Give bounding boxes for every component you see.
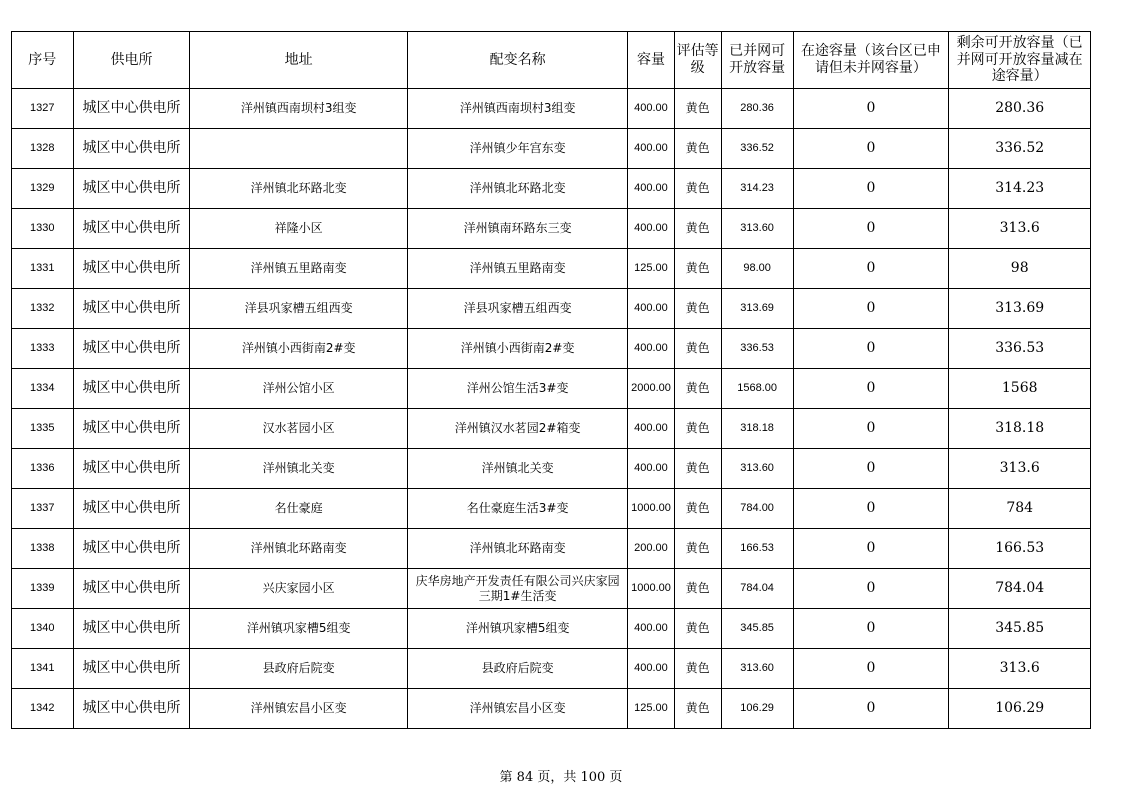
grade-cell: 黄色: [674, 209, 721, 249]
in-transit-cell: 0: [793, 169, 949, 209]
row-number: 1337: [12, 489, 74, 529]
grade-cell: 黄色: [674, 249, 721, 289]
table-row: [12, 329, 1091, 369]
connected-open-cell: 313.60: [721, 649, 793, 689]
remaining-cell: 336.53: [949, 329, 1091, 369]
connected-open-cell: 336.53: [721, 329, 793, 369]
station-cell: 城区中心供电所: [73, 689, 190, 729]
row-number: 1339: [12, 569, 74, 609]
table-row: [12, 209, 1091, 249]
remaining-cell: 98: [949, 249, 1091, 289]
address-cell: 洋县巩家槽五组西变: [190, 289, 407, 329]
station-cell: 城区中心供电所: [73, 369, 190, 409]
table-body: [12, 89, 1091, 729]
in-transit-cell: 0: [793, 249, 949, 289]
address-cell: 洋州镇北关变: [190, 449, 407, 489]
row-number: 1341: [12, 649, 74, 689]
address-cell: 洋州镇西南坝村3组变: [190, 89, 407, 129]
row-number: 1340: [12, 609, 74, 649]
address-cell: 名仕豪庭: [190, 489, 407, 529]
table-row: [12, 169, 1091, 209]
capacity-cell: 400.00: [628, 289, 674, 329]
address-cell: 洋州镇五里路南变: [190, 249, 407, 289]
header-address: 地址: [190, 32, 407, 89]
in-transit-cell: 0: [793, 609, 949, 649]
grade-cell: 黄色: [674, 489, 721, 529]
station-cell: 城区中心供电所: [73, 329, 190, 369]
connected-open-cell: 106.29: [721, 689, 793, 729]
table-row: [12, 649, 1091, 689]
connected-open-cell: 345.85: [721, 609, 793, 649]
connected-open-cell: 166.53: [721, 529, 793, 569]
remaining-cell: 313.6: [949, 449, 1091, 489]
transformer-name-cell: 洋州镇南环路东三变: [407, 209, 628, 249]
grade-cell: 黄色: [674, 529, 721, 569]
address-cell: 洋州镇北环路北变: [190, 169, 407, 209]
remaining-cell: 313.69: [949, 289, 1091, 329]
header-in-transit: 在途容量（该台区已申请但未并网容量）: [793, 32, 949, 89]
transformer-name-cell: 洋州镇巩家槽5组变: [407, 609, 628, 649]
grade-cell: 黄色: [674, 609, 721, 649]
remaining-cell: 345.85: [949, 609, 1091, 649]
station-cell: 城区中心供电所: [73, 489, 190, 529]
grade-cell: 黄色: [674, 169, 721, 209]
station-cell: 城区中心供电所: [73, 289, 190, 329]
capacity-cell: 400.00: [628, 129, 674, 169]
header-no: 序号: [12, 32, 74, 89]
transformer-name-cell: 洋州镇五里路南变: [407, 249, 628, 289]
remaining-cell: 1568: [949, 369, 1091, 409]
station-cell: 城区中心供电所: [73, 209, 190, 249]
in-transit-cell: 0: [793, 489, 949, 529]
row-number: 1328: [12, 129, 74, 169]
transformer-name-cell: 洋州镇小西街南2#变: [407, 329, 628, 369]
address-cell: 县政府后院变: [190, 649, 407, 689]
address-cell: 洋州镇小西街南2#变: [190, 329, 407, 369]
header-connected-open: 已并网可开放容量: [721, 32, 793, 89]
grade-cell: 黄色: [674, 289, 721, 329]
grade-cell: 黄色: [674, 129, 721, 169]
address-cell: 汉水茗园小区: [190, 409, 407, 449]
transformer-name-cell: 洋州镇少年宫东变: [407, 129, 628, 169]
address-cell: 洋州镇北环路南变: [190, 529, 407, 569]
transformer-name-cell: 洋州镇北环路北变: [407, 169, 628, 209]
remaining-cell: 166.53: [949, 529, 1091, 569]
capacity-cell: 200.00: [628, 529, 674, 569]
transformer-name-cell: 洋州镇宏昌小区变: [407, 689, 628, 729]
remaining-cell: 106.29: [949, 689, 1091, 729]
connected-open-cell: 313.60: [721, 209, 793, 249]
station-cell: 城区中心供电所: [73, 569, 190, 609]
row-number: 1338: [12, 529, 74, 569]
connected-open-cell: 313.69: [721, 289, 793, 329]
in-transit-cell: 0: [793, 449, 949, 489]
station-cell: 城区中心供电所: [73, 449, 190, 489]
remaining-cell: 280.36: [949, 89, 1091, 129]
transformer-name-cell: 洋州镇北关变: [407, 449, 628, 489]
grade-cell: 黄色: [674, 689, 721, 729]
connected-open-cell: 314.23: [721, 169, 793, 209]
capacity-cell: 400.00: [628, 449, 674, 489]
address-cell: 洋州镇宏昌小区变: [190, 689, 407, 729]
transformer-name-cell: 庆华房地产开发责任有限公司兴庆家园三期1#生活变: [407, 569, 628, 609]
connected-open-cell: 784.00: [721, 489, 793, 529]
capacity-cell: 1000.00: [628, 489, 674, 529]
row-number: 1342: [12, 689, 74, 729]
remaining-cell: 784: [949, 489, 1091, 529]
capacity-table: [11, 31, 1091, 729]
address-cell: 洋州镇巩家槽5组变: [190, 609, 407, 649]
station-cell: 城区中心供电所: [73, 169, 190, 209]
page-footer: 第 84 页，共 100 页: [499, 770, 623, 785]
in-transit-cell: 0: [793, 569, 949, 609]
header-capacity: 容量: [628, 32, 674, 89]
remaining-cell: 314.23: [949, 169, 1091, 209]
connected-open-cell: 318.18: [721, 409, 793, 449]
capacity-cell: 400.00: [628, 209, 674, 249]
table-header: [12, 32, 1091, 89]
capacity-cell: 400.00: [628, 89, 674, 129]
station-cell: 城区中心供电所: [73, 649, 190, 689]
table-row: [12, 129, 1091, 169]
station-cell: 城区中心供电所: [73, 249, 190, 289]
address-cell: 祥隆小区: [190, 209, 407, 249]
station-cell: 城区中心供电所: [73, 529, 190, 569]
station-cell: 城区中心供电所: [73, 129, 190, 169]
transformer-name-cell: 洋州镇汉水茗园2#箱变: [407, 409, 628, 449]
connected-open-cell: 1568.00: [721, 369, 793, 409]
remaining-cell: 313.6: [949, 649, 1091, 689]
table-row: [12, 409, 1091, 449]
header-remaining: 剩余可开放容量（已并网可开放容量减在途容量）: [949, 32, 1091, 89]
capacity-cell: 125.00: [628, 689, 674, 729]
table-row: [12, 289, 1091, 329]
grade-cell: 黄色: [674, 329, 721, 369]
row-number: 1330: [12, 209, 74, 249]
connected-open-cell: 336.52: [721, 129, 793, 169]
transformer-name-cell: 县政府后院变: [407, 649, 628, 689]
table-row: [12, 529, 1091, 569]
header-grade: 评估等级: [674, 32, 721, 89]
in-transit-cell: 0: [793, 689, 949, 729]
remaining-cell: 336.52: [949, 129, 1091, 169]
row-number: 1327: [12, 89, 74, 129]
station-cell: 城区中心供电所: [73, 609, 190, 649]
capacity-cell: 125.00: [628, 249, 674, 289]
capacity-cell: 2000.00: [628, 369, 674, 409]
address-cell: [190, 129, 407, 169]
table-row: [12, 369, 1091, 409]
table-row: [12, 89, 1091, 129]
transformer-name-cell: 洋县巩家槽五组西变: [407, 289, 628, 329]
capacity-cell: 400.00: [628, 649, 674, 689]
row-number: 1333: [12, 329, 74, 369]
row-number: 1334: [12, 369, 74, 409]
transformer-name-cell: 洋州镇西南坝村3组变: [407, 89, 628, 129]
row-number: 1329: [12, 169, 74, 209]
capacity-cell: 400.00: [628, 409, 674, 449]
grade-cell: 黄色: [674, 569, 721, 609]
row-number: 1335: [12, 409, 74, 449]
capacity-cell: 400.00: [628, 329, 674, 369]
row-number: 1331: [12, 249, 74, 289]
header-station: 供电所: [73, 32, 190, 89]
in-transit-cell: 0: [793, 289, 949, 329]
grade-cell: 黄色: [674, 409, 721, 449]
transformer-name-cell: 名仕豪庭生活3#变: [407, 489, 628, 529]
connected-open-cell: 313.60: [721, 449, 793, 489]
in-transit-cell: 0: [793, 329, 949, 369]
row-number: 1332: [12, 289, 74, 329]
connected-open-cell: 280.36: [721, 89, 793, 129]
table-row: [12, 569, 1091, 609]
grade-cell: 黄色: [674, 369, 721, 409]
header-transformer: 配变名称: [407, 32, 628, 89]
address-cell: 洋州公馆小区: [190, 369, 407, 409]
in-transit-cell: 0: [793, 209, 949, 249]
grade-cell: 黄色: [674, 449, 721, 489]
in-transit-cell: 0: [793, 649, 949, 689]
table-row: [12, 449, 1091, 489]
connected-open-cell: 784.04: [721, 569, 793, 609]
table-row: [12, 249, 1091, 289]
grade-cell: 黄色: [674, 89, 721, 129]
in-transit-cell: 0: [793, 129, 949, 169]
row-number: 1336: [12, 449, 74, 489]
connected-open-cell: 98.00: [721, 249, 793, 289]
address-cell: 兴庆家园小区: [190, 569, 407, 609]
in-transit-cell: 0: [793, 529, 949, 569]
capacity-cell: 400.00: [628, 169, 674, 209]
capacity-cell: 400.00: [628, 609, 674, 649]
remaining-cell: 784.04: [949, 569, 1091, 609]
in-transit-cell: 0: [793, 89, 949, 129]
remaining-cell: 318.18: [949, 409, 1091, 449]
in-transit-cell: 0: [793, 369, 949, 409]
station-cell: 城区中心供电所: [73, 409, 190, 449]
table-row: [12, 489, 1091, 529]
remaining-cell: 313.6: [949, 209, 1091, 249]
transformer-name-cell: 洋州镇北环路南变: [407, 529, 628, 569]
in-transit-cell: 0: [793, 409, 949, 449]
capacity-cell: 1000.00: [628, 569, 674, 609]
table-row: [12, 609, 1091, 649]
grade-cell: 黄色: [674, 649, 721, 689]
table-row: [12, 689, 1091, 729]
station-cell: 城区中心供电所: [73, 89, 190, 129]
transformer-name-cell: 洋州公馆生活3#变: [407, 369, 628, 409]
